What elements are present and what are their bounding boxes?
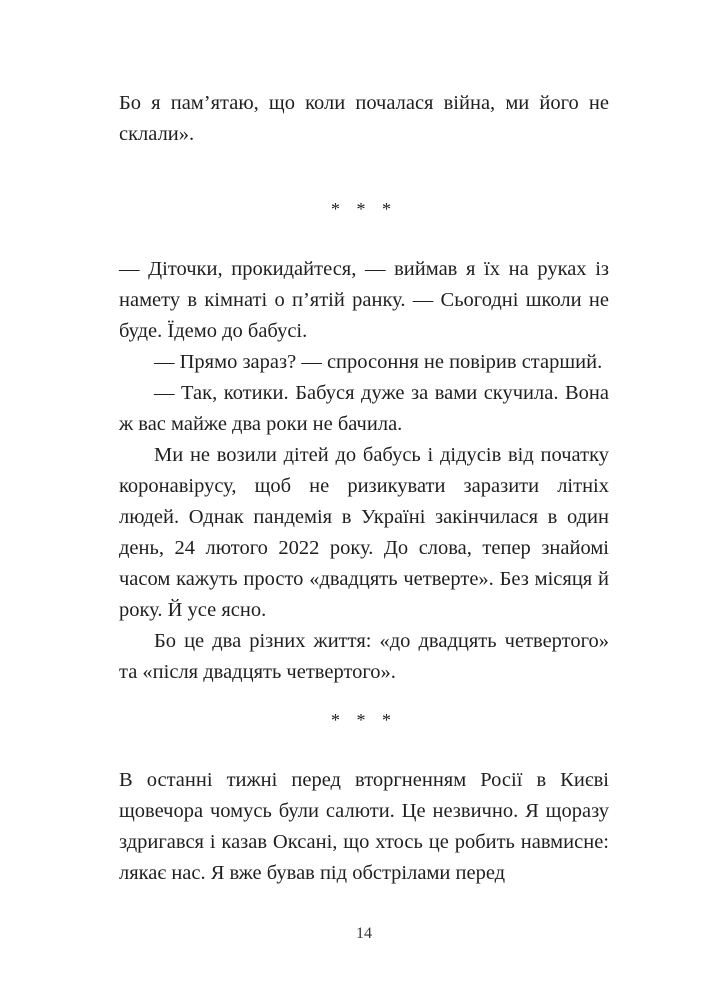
paragraph: В останні тижні перед вторгненням Росії в Києві щовечора чомусь були салюти. Це незвично. Я щоразу здригався і казав Оксані, що хтось це робить навмисне: лякає нас. Я вже бував під обстрілами перед [119, 769, 609, 884]
text-section-1 [119, 88, 609, 150]
page-number: 14 [356, 925, 372, 942]
paragraph: Бо я пам’ятаю, що коли почалася війна, ми його не склали». [119, 92, 609, 145]
paragraph: — Прямо зараз? — спросоння не повірив старший. [154, 351, 603, 373]
text-section-2 [119, 254, 609, 688]
text-section-3 [119, 765, 609, 889]
section-separator: * * * [331, 710, 397, 730]
paragraph: — Діточки, прокидайтеся, — виймав я їх на руках із намету в кімнаті о п’ятій ранку. — Сьогодні школи не буде. Їдемо до бабусі. [119, 258, 609, 342]
paragraph: Ми не возили дітей до бабусь і дідусів від початку коронавірусу, щоб не ризикувати заразити літніх людей. Однак пандемія в Україні закінчилася в один день, 24 лютого 2022 року. До слова, тепер знайомі часом кажуть просто «двадцять четверте». Без місяця й року. Й усе ясно. [119, 444, 609, 621]
paragraph: Бо це два різних життя: «до двадцять четвертого» та «після двадцять четвертого». [119, 630, 609, 683]
paragraph: — Так, котики. Бабуся дуже за вами скучила. Вона ж вас майже два роки не бачила. [119, 382, 609, 435]
section-separator: * * * [331, 199, 397, 219]
